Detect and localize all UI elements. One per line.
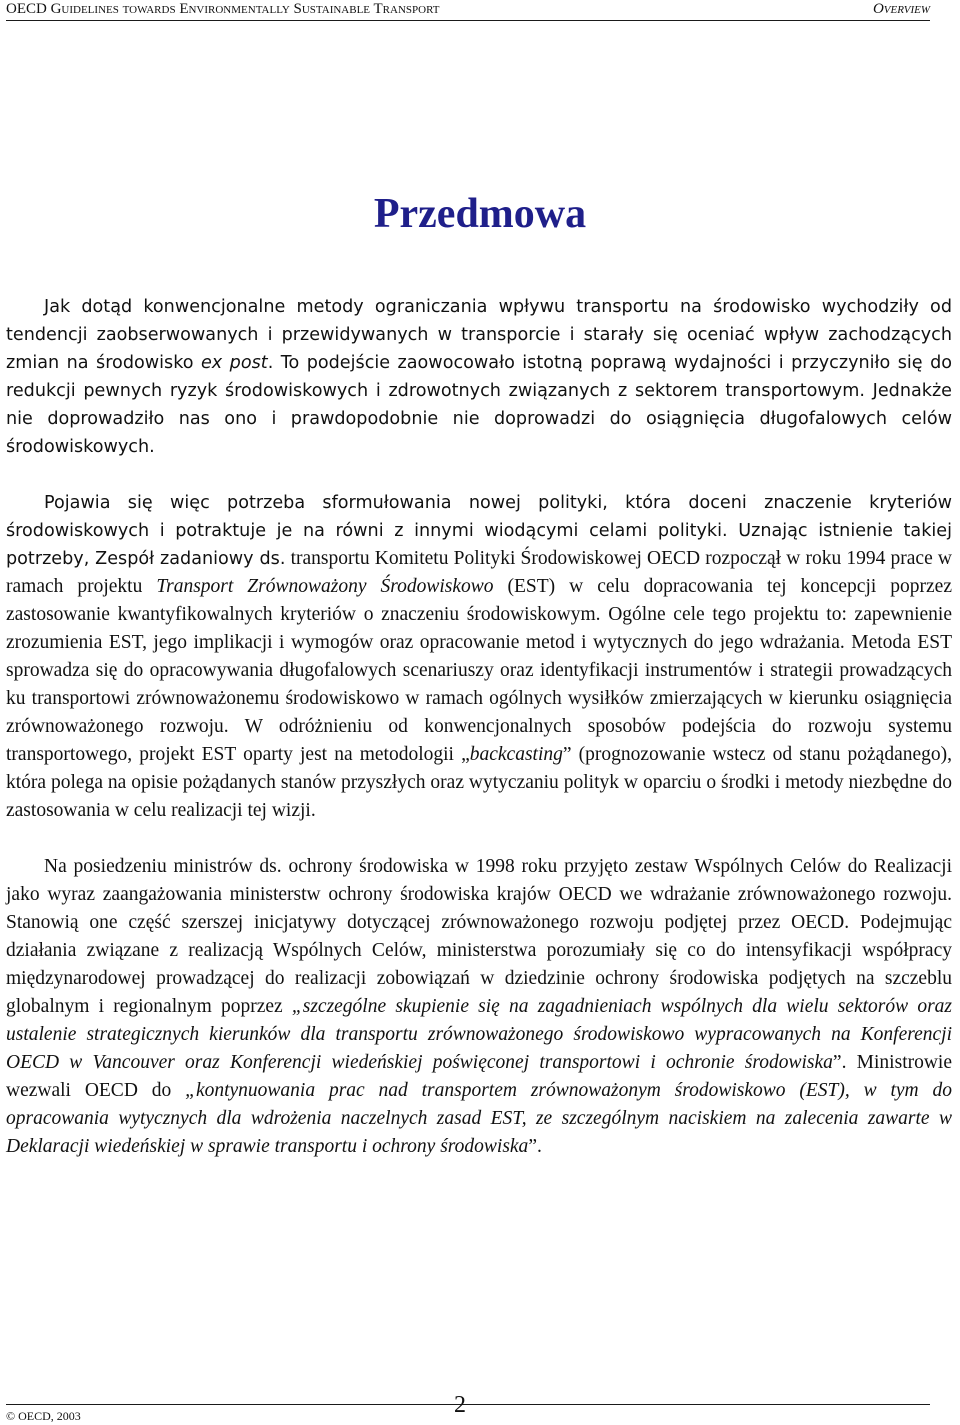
copyright-notice: © OECD, 2003	[6, 1409, 81, 1423]
page-number: 2	[454, 1392, 466, 1418]
paragraph-2: Pojawia się więc potrzeba sformułowania nowej polityki, która doceni znaczenie kryteriów środowiskowych i potraktuje je na równi z innymi wiodącymi celami polityki. Uznając istnienie takiej potrzeby, Zespół zadaniowy ds. transportu Komitetu Polityki Środowiskowej OECD rozpoczął w roku 1994 prace w ramach projektu Transport Zrównoważony Środowiskowo (EST) w celu dopracowania tej koncepcji poprzez zastosowanie kwantyfikowalnych kryteriów o znaczeniu środowiskowym. Ogólne cele tego projektu to: zapewnienie zrozumienia EST, jego implikacji i wymogów oraz opracowanie metod i wytycznych do jego wdrażania. Metoda EST sprowadza się do opracowywania długofalowych scenariuszy oraz identyfikacji instrumentów i strategii prowadzących ku transportowi zrównoważonemu środowiskowo w ramach ogólnych wysiłków zmierzających w kierunku osiągnięcia zrównoważonego rozwoju. W odróżnieniu od konwencjonalnych sposobów podejścia do rozwoju systemu transportowego, projekt EST oparty jest na metodologii „backcasting” (prognozowanie wstecz od stanu pożądanego), która polega na opisie pożądanych stanów przyszłych oraz wytyczaniu polityk w oparciu o środki i metody niezbędne do zastosowania w celu realizacji tej wizji.	[6, 493, 953, 821]
page-title: Przedmowa	[373, 191, 587, 237]
header-section: Overview	[872, 1, 930, 17]
document-body	[6, 293, 952, 1189]
page-footer	[6, 1392, 930, 1425]
paragraph-1: Jak dotąd konwencjonalne metody ograniczania wpływu transportu na środowisko wychodziły od tendencji zaobserwowanych i przewidywanych w transporcie i starały się oceniać wpływ zachodzących zmian na środowisko ex post. To podejście zaowocowało istotną poprawą wydajności i przyczyniło się do redukcji pewnych ryzyk środowiskowych i zdrowotnych związanych z sektorem transportowym. Jednakże nie doprowadziło nas ono i prawdopodobnie nie doprowadzi do osiągnięcia długofalowych celów środowiskowych.	[6, 297, 953, 457]
running-header	[6, 0, 930, 21]
header-title: OECD Guidelines towards Environmentally Sustainable Transport	[6, 1, 440, 17]
paragraph-3: Na posiedzeniu ministrów ds. ochrony środowiska w 1998 roku przyjęto zestaw Wspólnych Celów do Realizacji jako wyraz zaangażowania ministerstw ochrony środowiska krajów OECD we wdrażanie zrównoważonego rozwoju. Stanowią one część szerszej inicjatywy dotyczącej zrównoważonego rozwoju podjętej przez OECD. Podejmując działania związane z realizacją Wspólnych Celów, ministerstwa porozumiały się co do intensyfikacji współpracy międzynarodowej prowadzącej do realizacji zobowiązań w dziedzinie ochrony środowiska podjętych na szczeblu globalnym i regionalnym poprzez „szczególne skupienie się na zagadnieniach wspólnych dla wielu sektorów oraz ustalenie strategicznych kierunków dla transportu zrównoważonego środowiskowo wypracowanych na Konferencji OECD w Vancouver oraz Konferencji wiedeńskiej poświęconej transportowi i ochronie środowiska”. Ministrowie wezwali OECD do „kontynuowania prac nad transportem zrównoważonym środowiskowo (EST), w tym do opracowania wytycznych dla wdrożenia naczelnych zasad EST, ze szczególnym naciskiem na zalecenia zawarte w Deklaracji wiedeńskiej w sprawie transportu i ochrony środowiska”.	[6, 856, 953, 1157]
